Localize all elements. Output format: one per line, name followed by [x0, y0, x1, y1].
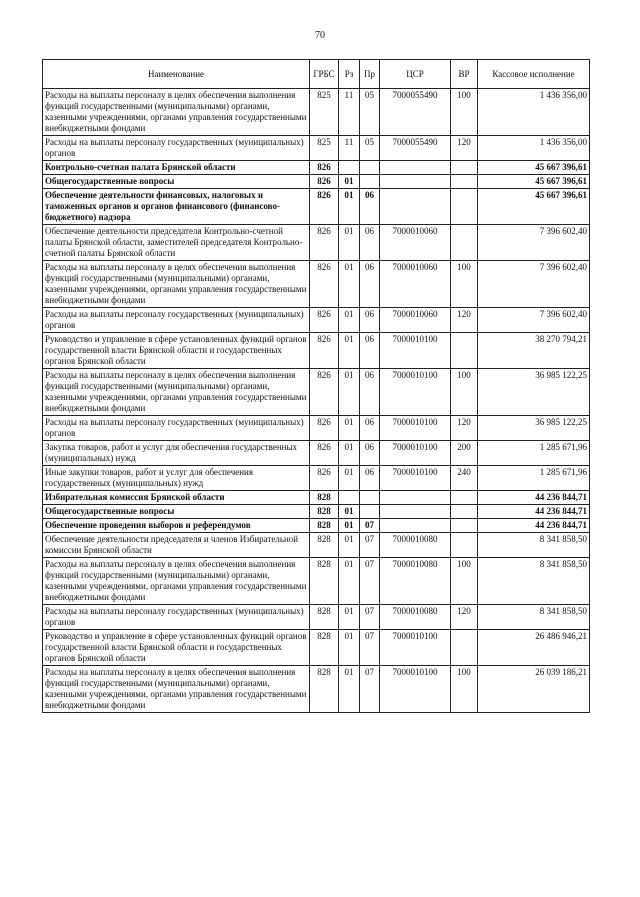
cell-pr: [360, 505, 380, 519]
table-row: [43, 225, 590, 261]
cell-vr: 120: [451, 136, 478, 161]
cell-name: Расходы на выплаты персоналу в целях обеспечения выполнения функций государственными (муниципальными) органами, казенными учреждениями, органами управления государственными внебюджетными фондами: [43, 261, 310, 308]
cell-vr: [451, 175, 478, 189]
cell-grbs: 828: [310, 558, 339, 605]
cell-vr: 100: [451, 369, 478, 416]
cell-name: Обеспечение деятельности председателя Контрольно-счетной палаты Брянской области, заместителей председателя Контрольно-счетной палаты Брянской области: [43, 225, 310, 261]
page-number: 70: [315, 30, 325, 41]
cell-pr: 05: [360, 89, 380, 136]
cell-pr: 07: [360, 533, 380, 558]
cell-vr: [451, 189, 478, 225]
cell-sum: 44 236 844,71: [478, 519, 590, 533]
cell-vr: 100: [451, 89, 478, 136]
cell-pr: 06: [360, 416, 380, 441]
cell-csr: 7000010100: [380, 369, 451, 416]
cell-vr: [451, 491, 478, 505]
table-row: [43, 666, 590, 713]
cell-grbs: 828: [310, 505, 339, 519]
cell-name: Расходы на выплаты персоналу государственных (муниципальных) органов: [43, 308, 310, 333]
cell-pr: 07: [360, 630, 380, 666]
cell-grbs: 825: [310, 89, 339, 136]
cell-csr: 7000010100: [380, 416, 451, 441]
cell-rz: 01: [339, 175, 360, 189]
cell-sum: 1 285 671,96: [478, 466, 590, 491]
cell-sum: 45 667 396,61: [478, 161, 590, 175]
cell-csr: 7000010100: [380, 630, 451, 666]
table-row: [43, 630, 590, 666]
cell-rz: 11: [339, 89, 360, 136]
table-row: [43, 333, 590, 369]
cell-name: Иные закупки товаров, работ и услуг для обеспечения государственных (муниципальных) нужд: [43, 466, 310, 491]
table-row: [43, 189, 590, 225]
table-row: [43, 441, 590, 466]
cell-name: Закупка товаров, работ и услуг для обеспечения государственных (муниципальных) нужд: [43, 441, 310, 466]
cell-sum: 38 270 794,21: [478, 333, 590, 369]
cell-name: Расходы на выплаты персоналу государственных (муниципальных) органов: [43, 136, 310, 161]
cell-csr: 7000010100: [380, 333, 451, 369]
cell-vr: 120: [451, 416, 478, 441]
cell-pr: 06: [360, 441, 380, 466]
cell-name: Расходы на выплаты персоналу государственных (муниципальных) органов: [43, 416, 310, 441]
cell-rz: 01: [339, 333, 360, 369]
cell-pr: 07: [360, 519, 380, 533]
table-row: [43, 136, 590, 161]
header-name: Наименование: [43, 60, 310, 89]
cell-sum: 7 396 602,40: [478, 225, 590, 261]
cell-rz: 01: [339, 605, 360, 630]
cell-pr: 06: [360, 308, 380, 333]
cell-name: Руководство и управление в сфере установленных функций органов государственной власти Брянской области и государственных органов Брянской области: [43, 630, 310, 666]
cell-rz: 01: [339, 308, 360, 333]
cell-name: Расходы на выплаты персоналу в целях обеспечения выполнения функций государственными (муниципальными) органами, казенными учреждениями, органами управления государственными внебюджетными фондами: [43, 558, 310, 605]
cell-vr: [451, 225, 478, 261]
cell-vr: [451, 630, 478, 666]
cell-vr: 200: [451, 441, 478, 466]
cell-rz: [339, 161, 360, 175]
cell-pr: 05: [360, 136, 380, 161]
cell-grbs: 826: [310, 466, 339, 491]
table-row: [43, 491, 590, 505]
cell-pr: 06: [360, 225, 380, 261]
cell-rz: 01: [339, 505, 360, 519]
cell-pr: [360, 161, 380, 175]
cell-csr: 7000010060: [380, 261, 451, 308]
cell-name: Руководство и управление в сфере установленных функций органов государственной власти Брянской области и государственных органов Брянской области: [43, 333, 310, 369]
cell-sum: 44 236 844,71: [478, 491, 590, 505]
cell-sum: 7 396 602,40: [478, 261, 590, 308]
cell-csr: 7000055490: [380, 136, 451, 161]
cell-rz: 01: [339, 189, 360, 225]
cell-sum: 1 436 356,00: [478, 89, 590, 136]
cell-rz: 11: [339, 136, 360, 161]
budget-execution-table: [42, 59, 590, 713]
cell-name: Обеспечение проведения выборов и референдумов: [43, 519, 310, 533]
cell-rz: 01: [339, 533, 360, 558]
cell-grbs: 828: [310, 491, 339, 505]
cell-vr: [451, 519, 478, 533]
table-row: [43, 161, 590, 175]
cell-vr: [451, 533, 478, 558]
cell-sum: 45 667 396,61: [478, 189, 590, 225]
cell-grbs: 826: [310, 369, 339, 416]
cell-rz: 01: [339, 261, 360, 308]
cell-pr: [360, 175, 380, 189]
cell-csr: 7000055490: [380, 89, 451, 136]
header-sum: Кассовое исполнение: [478, 60, 590, 89]
table-row: [43, 519, 590, 533]
cell-grbs: 826: [310, 189, 339, 225]
cell-pr: 06: [360, 189, 380, 225]
table-row: [43, 533, 590, 558]
cell-grbs: 826: [310, 416, 339, 441]
header-csr: ЦСР: [380, 60, 451, 89]
header-rz: Рз: [339, 60, 360, 89]
cell-name: Избирательная комиссия Брянской области: [43, 491, 310, 505]
cell-rz: 01: [339, 519, 360, 533]
cell-grbs: 826: [310, 441, 339, 466]
cell-sum: 1 436 356,00: [478, 136, 590, 161]
table-row: [43, 308, 590, 333]
cell-sum: 26 039 186,21: [478, 666, 590, 713]
cell-vr: 120: [451, 308, 478, 333]
cell-sum: 8 341 858,50: [478, 558, 590, 605]
cell-grbs: 828: [310, 605, 339, 630]
table-row: [43, 505, 590, 519]
table-row: [43, 558, 590, 605]
cell-csr: [380, 505, 451, 519]
cell-csr: [380, 519, 451, 533]
cell-pr: [360, 491, 380, 505]
cell-grbs: 828: [310, 533, 339, 558]
table-row: [43, 466, 590, 491]
table-row: [43, 416, 590, 441]
cell-sum: 36 985 122,25: [478, 416, 590, 441]
cell-rz: 01: [339, 441, 360, 466]
cell-vr: 100: [451, 558, 478, 605]
cell-grbs: 826: [310, 175, 339, 189]
cell-csr: 7000010060: [380, 225, 451, 261]
cell-rz: 01: [339, 225, 360, 261]
cell-name: Обеспечение деятельности финансовых, налоговых и таможенных органов и органов финансового (финансово-бюджетного) надзора: [43, 189, 310, 225]
cell-sum: 26 486 946,21: [478, 630, 590, 666]
cell-vr: 120: [451, 605, 478, 630]
cell-sum: 7 396 602,40: [478, 308, 590, 333]
cell-vr: [451, 161, 478, 175]
cell-vr: 100: [451, 261, 478, 308]
cell-name: Расходы на выплаты персоналу в целях обеспечения выполнения функций государственными (муниципальными) органами, казенными учреждениями, органами управления государственными внебюджетными фондами: [43, 369, 310, 416]
cell-csr: [380, 175, 451, 189]
cell-sum: 45 667 396,61: [478, 175, 590, 189]
cell-rz: 01: [339, 369, 360, 416]
cell-csr: 7000010100: [380, 466, 451, 491]
cell-grbs: 826: [310, 308, 339, 333]
cell-vr: [451, 333, 478, 369]
cell-grbs: 826: [310, 333, 339, 369]
cell-vr: 240: [451, 466, 478, 491]
cell-sum: 8 341 858,50: [478, 533, 590, 558]
cell-csr: 7000010080: [380, 558, 451, 605]
cell-csr: [380, 491, 451, 505]
cell-pr: 06: [360, 333, 380, 369]
cell-name: Расходы на выплаты персоналу в целях обеспечения выполнения функций государственными (муниципальными) органами, казенными учреждениями, органами управления государственными внебюджетными фондами: [43, 89, 310, 136]
cell-pr: 06: [360, 261, 380, 308]
cell-name: Общегосударственные вопросы: [43, 175, 310, 189]
cell-sum: 8 341 858,50: [478, 605, 590, 630]
cell-grbs: 826: [310, 225, 339, 261]
table-header: [43, 60, 590, 89]
table-row: [43, 605, 590, 630]
cell-sum: 44 236 844,71: [478, 505, 590, 519]
cell-vr: 100: [451, 666, 478, 713]
cell-csr: 7000010100: [380, 666, 451, 713]
cell-rz: 01: [339, 630, 360, 666]
cell-name: Расходы на выплаты персоналу государственных (муниципальных) органов: [43, 605, 310, 630]
cell-csr: [380, 161, 451, 175]
cell-name: Общегосударственные вопросы: [43, 505, 310, 519]
cell-pr: 07: [360, 666, 380, 713]
cell-grbs: 826: [310, 261, 339, 308]
cell-sum: 36 985 122,25: [478, 369, 590, 416]
table-row: [43, 175, 590, 189]
cell-name: Расходы на выплаты персоналу в целях обеспечения выполнения функций государственными (муниципальными) органами, казенными учреждениями, органами управления государственными внебюджетными фондами: [43, 666, 310, 713]
cell-csr: 7000010100: [380, 441, 451, 466]
cell-rz: 01: [339, 666, 360, 713]
table-body: [43, 89, 590, 713]
header-grbs: ГРБС: [310, 60, 339, 89]
cell-csr: 7000010060: [380, 308, 451, 333]
cell-csr: 7000010080: [380, 605, 451, 630]
cell-rz: [339, 491, 360, 505]
cell-grbs: 825: [310, 136, 339, 161]
cell-rz: 01: [339, 558, 360, 605]
table-row: [43, 89, 590, 136]
cell-rz: 01: [339, 466, 360, 491]
cell-name: Контрольно-счетная палата Брянской области: [43, 161, 310, 175]
table-row: [43, 261, 590, 308]
table-row: [43, 369, 590, 416]
header-pr: Пр: [360, 60, 380, 89]
cell-rz: 01: [339, 416, 360, 441]
cell-pr: 07: [360, 605, 380, 630]
cell-vr: [451, 505, 478, 519]
cell-pr: 06: [360, 466, 380, 491]
cell-name: Обеспечение деятельности председателя и членов Избирательной комиссии Брянской области: [43, 533, 310, 558]
cell-csr: [380, 189, 451, 225]
cell-grbs: 826: [310, 161, 339, 175]
cell-pr: 06: [360, 369, 380, 416]
cell-grbs: 828: [310, 519, 339, 533]
cell-sum: 1 285 671,96: [478, 441, 590, 466]
cell-pr: 07: [360, 558, 380, 605]
cell-csr: 7000010080: [380, 533, 451, 558]
cell-grbs: 828: [310, 630, 339, 666]
cell-grbs: 828: [310, 666, 339, 713]
header-vr: ВР: [451, 60, 478, 89]
